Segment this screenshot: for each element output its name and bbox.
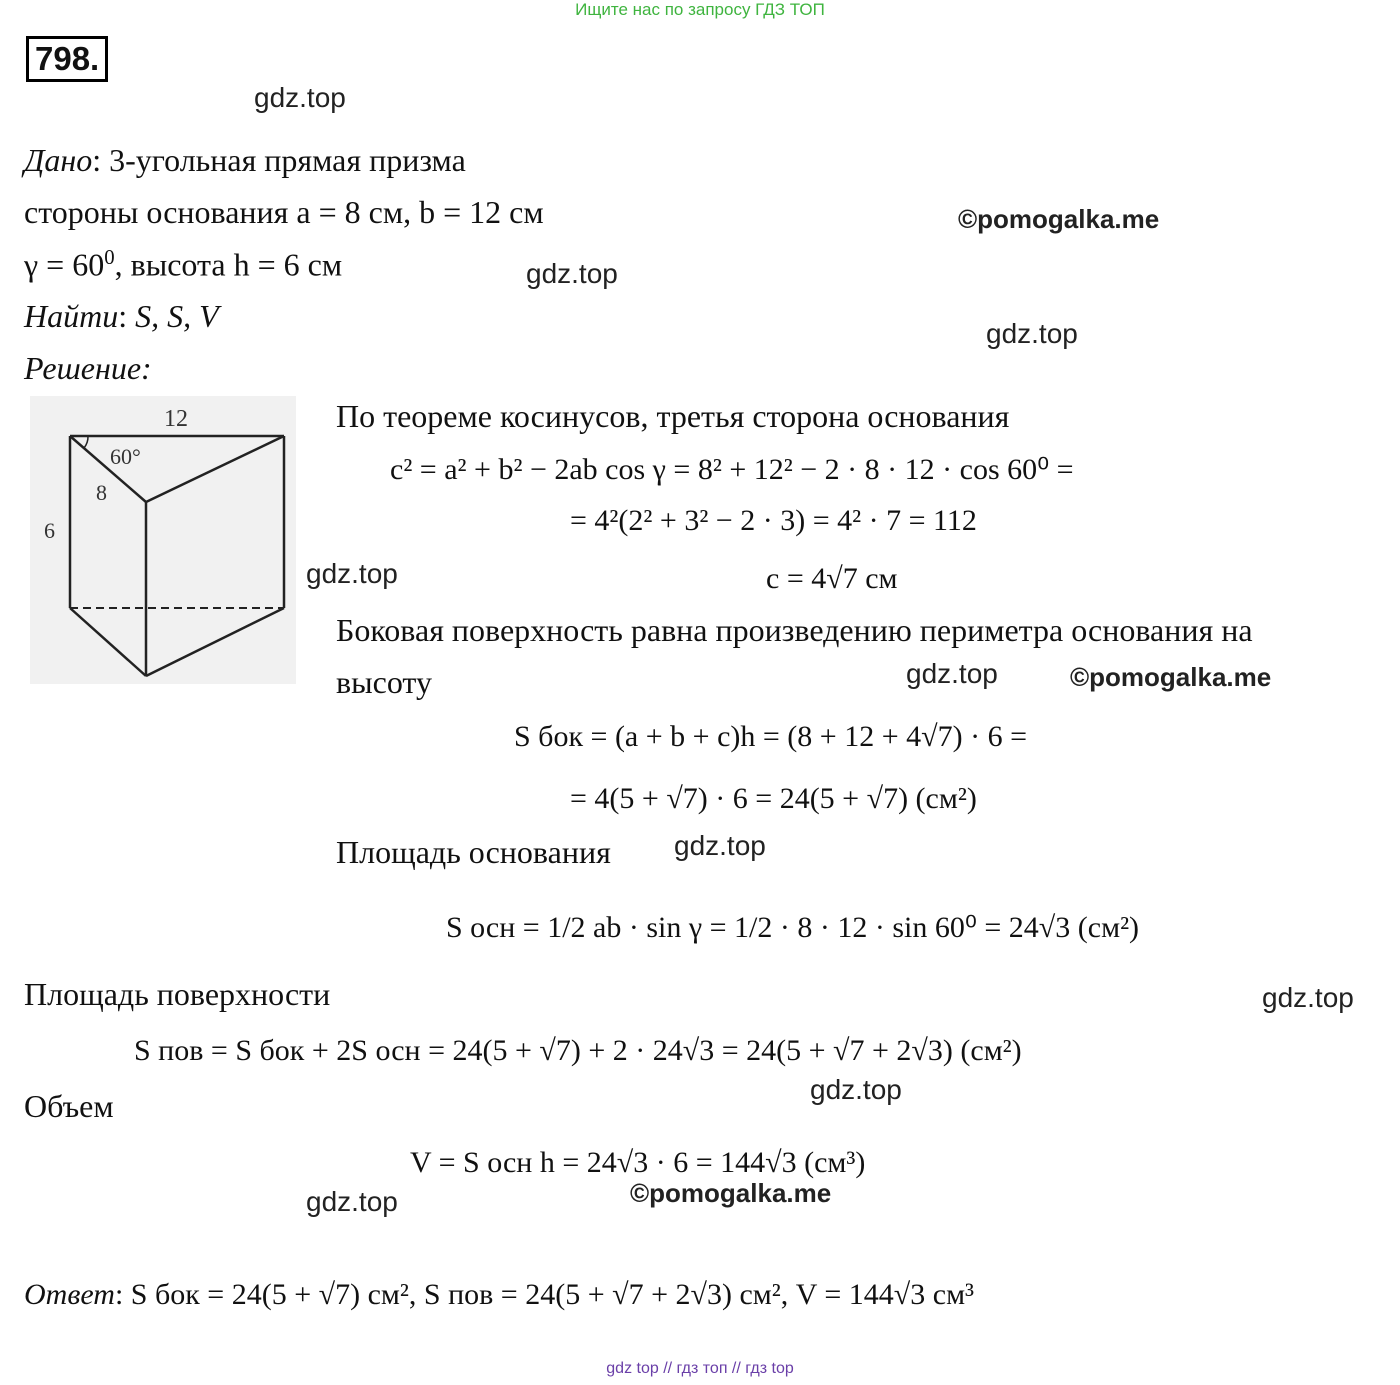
volume-eq: V = S осн h = 24√3 · 6 = 144√3 (см³): [410, 1146, 866, 1179]
watermark: gdz.top: [254, 82, 346, 113]
label-angle: 60°: [110, 444, 141, 469]
solution-label: Решение: [24, 350, 142, 386]
watermark: gdz.top: [810, 1074, 902, 1105]
label-top: 12: [164, 406, 188, 432]
base-eq: S осн = 1/2 ab · sin γ = 1/2 · 8 · 12 · sin 60⁰ = 24√3 (см²): [446, 911, 1140, 944]
prism-drawing: [30, 396, 296, 684]
lateral-text-2: высоту: [336, 664, 432, 700]
watermark: ©pomogalka.me: [1070, 662, 1272, 692]
given-line-2: стороны основания a = 8 см, b = 12 см: [24, 194, 544, 230]
given-line-1: Дано: 3-угольная прямая призма: [24, 142, 466, 178]
prism-edge: [146, 436, 284, 502]
answer-text: S бок = 24(5 + √7) см², S пов = 24(5 + √7 + 2√3) см², V = 144√3 см³: [130, 1278, 975, 1311]
prism-edge: [146, 608, 284, 676]
answer-line: Ответ: S бок = 24(5 + √7) см², S пов = 24(5 + √7 + 2√3) см², V = 144√3 см³: [24, 1278, 975, 1311]
given-b: b = 12 см: [419, 194, 544, 230]
label-slant: 8: [96, 480, 107, 505]
given-label: Дано: [24, 142, 93, 178]
prism-edge: [70, 608, 146, 676]
watermark: gdz.top: [674, 830, 766, 861]
footer: gdz top // гдз топ // гдз top: [606, 1360, 794, 1377]
watermark: gdz.top: [526, 258, 618, 289]
label-height: 6: [44, 518, 55, 543]
given-gamma: γ = 60: [24, 246, 105, 283]
watermark: ©pomogalka.me: [630, 1178, 832, 1208]
surface-eq: S пов = S бок + 2S осн = 24(5 + √7) + 2 · 24√3 = 24(5 + √7 + 2√3) (см²): [134, 1034, 1022, 1067]
prism-figure: [30, 396, 296, 684]
watermark: gdz.top: [986, 318, 1078, 349]
problem-number: 798.: [26, 36, 108, 82]
angle-arc: [84, 436, 88, 448]
lateral-text-1: Боковая поверхность равна произведению периметра основания на: [336, 612, 1253, 648]
watermark: gdz.top: [906, 658, 998, 689]
given-sides-prefix: стороны основания: [24, 194, 297, 230]
solution-label-line: Решение:: [24, 350, 152, 386]
find-label: Найти: [24, 298, 119, 334]
watermark: gdz.top: [306, 1186, 398, 1217]
watermark: ©pomogalka.me: [958, 204, 1160, 234]
lateral-eq2: = 4(5 + √7) · 6 = 24(5 + √7) (см²): [570, 782, 977, 815]
given-type: 3-угольная прямая призма: [109, 142, 466, 178]
cos-theorem-text: По теореме косинусов, третья сторона основания: [336, 398, 1010, 434]
find-line: Найти: S, S, V: [24, 298, 219, 334]
answer-label: Ответ: [24, 1278, 115, 1311]
watermark: gdz.top: [1262, 982, 1354, 1013]
given-height-text: , высота: [114, 246, 234, 283]
surface-text: Площадь поверхности: [24, 976, 331, 1012]
given-h: h = 6 см: [233, 246, 343, 283]
top-banner: Ищите нас по запросу ГДЗ ТОП: [575, 0, 825, 19]
given-line-3: $\gamma = 60^0$, высота h = 6 см: [24, 246, 343, 283]
volume-text: Объем: [24, 1088, 114, 1124]
given-a: a = 8 см: [296, 194, 404, 230]
watermark: gdz.top: [306, 558, 398, 589]
c-eq1: c² = a² + b² − 2ab cos γ = 8² + 12² − 2 · 8 · 12 · cos 60⁰ =: [390, 453, 1074, 486]
c-eq2: = 4²(2² + 3² − 2 · 3) = 4² · 7 = 112: [570, 504, 977, 537]
base-text: Площадь основания: [336, 834, 611, 870]
lateral-eq1: S бок = (a + b + c)h = (8 + 12 + 4√7) · 6 =: [514, 720, 1028, 753]
c-eq3: c = 4√7 см: [766, 562, 898, 595]
find-items: S, S, V: [135, 298, 219, 334]
